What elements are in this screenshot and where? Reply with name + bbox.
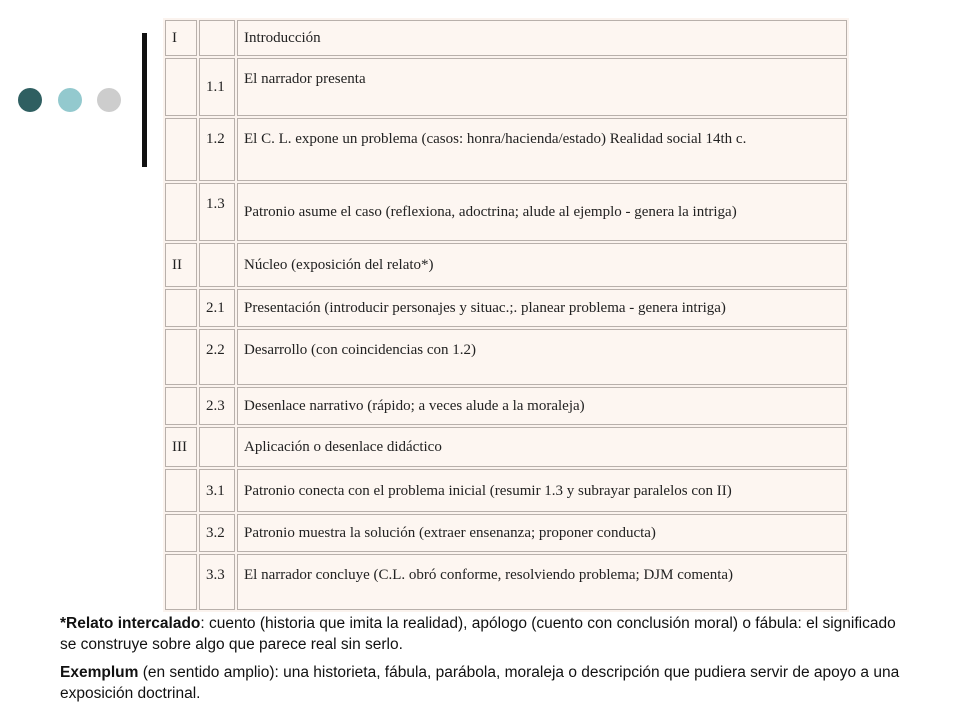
description-cell: Introducción bbox=[237, 20, 847, 56]
relato-intercalado-definition: : cuento (historia que imita la realidad), apólogo (cuento con conclusión moral) o fábula: el significado se construye sobre algo que parece real sin serlo. bbox=[60, 615, 896, 653]
number-cell: 3.3 bbox=[199, 554, 235, 610]
description-cell: Patronio muestra la solución (extraer ensenanza; proponer conducta) bbox=[237, 514, 847, 552]
table-row bbox=[165, 427, 847, 467]
light-teal-dot bbox=[58, 88, 82, 112]
exemplum-definition: (en sentido amplio): una historieta, fábula, parábola, moraleja o descripción que pudiera servir de apoyo a una exposición doctrinal. bbox=[60, 664, 900, 702]
description-cell: Desarrollo (con coincidencias con 1.2) bbox=[237, 329, 847, 385]
section-cell: I bbox=[165, 20, 197, 56]
number-cell: 1.2 bbox=[199, 118, 235, 180]
description-cell: Patronio conecta con el problema inicial (resumir 1.3 y subrayar paralelos con II) bbox=[237, 469, 847, 511]
table-row bbox=[165, 514, 847, 552]
number-cell: 3.2 bbox=[199, 514, 235, 552]
table-row bbox=[165, 58, 847, 116]
relato-intercalado-term: *Relato intercalado bbox=[60, 615, 201, 632]
description-cell: Aplicación o desenlace didáctico bbox=[237, 427, 847, 467]
number-cell: 1.1 bbox=[199, 58, 235, 116]
exemplum-note bbox=[60, 663, 910, 704]
table-row bbox=[165, 20, 847, 56]
section-cell bbox=[165, 329, 197, 385]
section-cell bbox=[165, 58, 197, 116]
relato-intercalado-note bbox=[60, 614, 910, 655]
table-row bbox=[165, 554, 847, 610]
description-cell: El narrador presenta bbox=[237, 58, 847, 116]
section-cell bbox=[165, 387, 197, 425]
section-cell bbox=[165, 469, 197, 511]
outline-table bbox=[163, 18, 849, 612]
table-row bbox=[165, 243, 847, 287]
table-row bbox=[165, 118, 847, 180]
description-cell: El narrador concluye (C.L. obró conforme, resolviendo problema; DJM comenta) bbox=[237, 554, 847, 610]
number-cell: 2.1 bbox=[199, 289, 235, 327]
description-cell: Presentación (introducir personajes y situac.;. planear problema - genera intriga) bbox=[237, 289, 847, 327]
number-cell: 3.1 bbox=[199, 469, 235, 511]
table-row bbox=[165, 329, 847, 385]
footnotes bbox=[60, 614, 910, 712]
section-cell bbox=[165, 554, 197, 610]
number-cell bbox=[199, 20, 235, 56]
section-cell bbox=[165, 183, 197, 241]
decorative-dots bbox=[18, 88, 128, 112]
section-cell bbox=[165, 514, 197, 552]
table-row bbox=[165, 469, 847, 511]
number-cell bbox=[199, 243, 235, 287]
exemplum-term: Exemplum bbox=[60, 664, 139, 681]
description-cell: Patronio asume el caso (reflexiona, adoctrina; alude al ejemplo - genera la intriga) bbox=[237, 183, 847, 241]
description-cell: Desenlace narrativo (rápido; a veces alude a la moraleja) bbox=[237, 387, 847, 425]
number-cell: 2.2 bbox=[199, 329, 235, 385]
number-cell: 2.3 bbox=[199, 387, 235, 425]
section-cell: II bbox=[165, 243, 197, 287]
table-row bbox=[165, 183, 847, 241]
section-cell bbox=[165, 118, 197, 180]
section-cell bbox=[165, 289, 197, 327]
description-cell: Núcleo (exposición del relato*) bbox=[237, 243, 847, 287]
description-cell: El C. L. expone un problema (casos: honra/hacienda/estado) Realidad social 14th c. bbox=[237, 118, 847, 180]
table-row bbox=[165, 289, 847, 327]
vertical-divider-bar bbox=[142, 33, 147, 167]
gray-dot bbox=[97, 88, 121, 112]
dark-teal-dot bbox=[18, 88, 42, 112]
number-cell bbox=[199, 427, 235, 467]
table-row bbox=[165, 387, 847, 425]
section-cell: III bbox=[165, 427, 197, 467]
number-cell: 1.3 bbox=[199, 183, 235, 241]
